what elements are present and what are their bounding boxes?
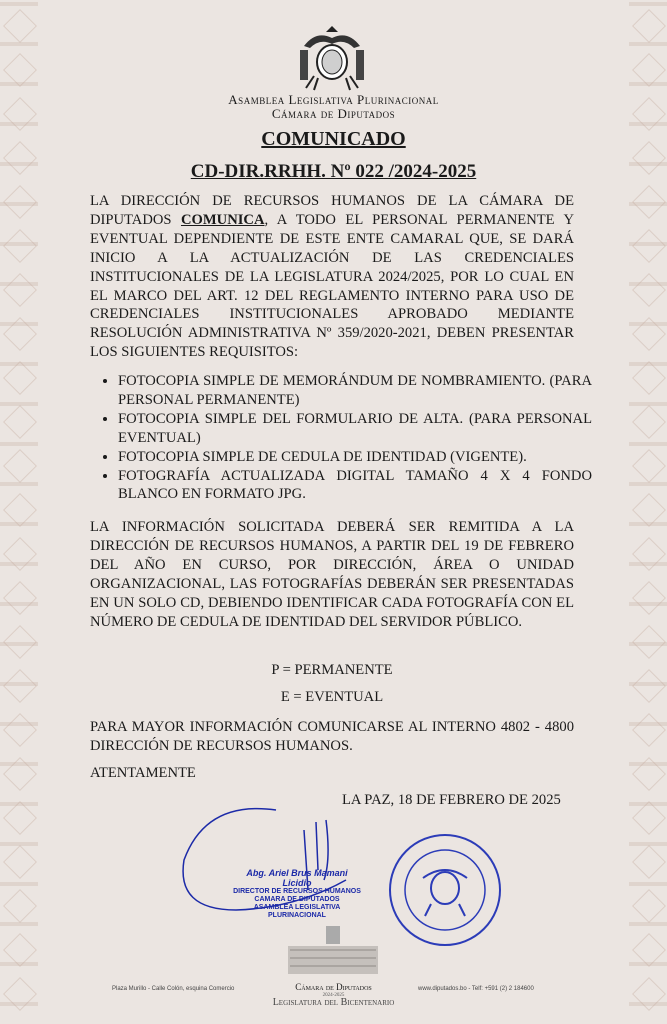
border-motif <box>632 493 666 527</box>
border-motif <box>632 801 666 835</box>
footer-legislature: Legislatura del Bicentenario <box>272 997 395 1008</box>
paragraph-intro-end: , A TODO EL PERSONAL PERMANENTE Y EVENTUAL DEPENDIENTE DE ESTE ENTE CAMARAL QUE, SE DARÁ INICIO A LA ACTUALIZACIÓN DE LAS CREDENCIALES INSTITUCIONALES DE LA LEGISLATURA 2024/2025, POR LO CUAL EN EL MARCO DEL ART. 12 DEL REGLAMENTO INTERNO PARA USO DE CREDENCIALES INSTITUCIONALES APROBADO MEDIANTE RESOLUCIÓN ADMINISTRATIVA Nº 359/2020-2021, DEBEN PRESENTAR LOS SIGUIENTES REQUISITOS: <box>90 211 574 361</box>
border-motif <box>3 405 37 439</box>
border-motif <box>632 669 666 703</box>
decorative-border-right <box>629 0 667 1024</box>
list-item: • FOTOGRAFÍA ACTUALIZADA DIGITAL TAMAÑO 4 X 4 FONDO BLANCO EN FORMATO JPG. <box>118 467 592 505</box>
signer-assembly: ASAMBLEA LEGISLATIVA PLURINACIONAL <box>253 904 341 919</box>
signer-role: DIRECTOR DE RECURSOS HUMANOS <box>233 888 361 895</box>
border-motif <box>3 537 37 571</box>
border-motif <box>632 757 666 791</box>
border-motif <box>3 493 37 527</box>
footer-chamber: Cámara de Diputados <box>295 982 372 992</box>
border-motif <box>3 581 37 615</box>
border-motif <box>632 405 666 439</box>
paragraph-intro <box>90 192 574 362</box>
paragraph-contact: PARA MAYOR INFORMACIÓN COMUNICARSE AL INTERNO 4802 - 4800 DIRECCIÓN DE RECURSOS HUMANOS. <box>90 719 574 754</box>
legend-eventual: E = EVENTUAL <box>280 689 384 705</box>
list-item: • FOTOCOPIA SIMPLE DE MEMORÁNDUM DE NOMBRAMIENTO. (PARA PERSONAL PERMANENTE) <box>118 372 592 410</box>
border-motif <box>632 229 666 263</box>
border-motif <box>632 273 666 307</box>
border-motif <box>632 933 666 967</box>
border-motif <box>632 9 666 43</box>
building-logo <box>278 920 388 978</box>
footer-years: 2024-2025 <box>322 993 345 998</box>
border-motif <box>3 933 37 967</box>
document-title: COMUNICADO <box>261 128 406 150</box>
border-motif <box>632 581 666 615</box>
footer-contact: www.diputados.bo - Telf: +591 (2) 2 184600 <box>418 986 534 992</box>
border-motif <box>3 9 37 43</box>
border-motif <box>3 801 37 835</box>
border-motif <box>632 625 666 659</box>
coat-of-arms-icon <box>296 26 368 92</box>
header-chamber: Cámara de Diputados <box>271 106 396 121</box>
border-motif <box>632 185 666 219</box>
signature-block <box>232 868 362 920</box>
decorative-border-left <box>0 0 38 1024</box>
border-motif <box>632 53 666 87</box>
list-item: • FOTOCOPIA SIMPLE DEL FORMULARIO DE ALTA. (PARA PERSONAL EVENTUAL) <box>118 410 592 448</box>
paragraph-submission: LA INFORMACIÓN SOLICITADA DEBERÁ SER REMITIDA A LA DIRECCIÓN DE RECURSOS HUMANOS, A PARTIR DEL 19 DE FEBRERO DEL AÑO EN CURSO, POR DIRECCIÓN, ÁREA O UNIDAD ORGANIZACIONAL, LAS FOTOGRAFÍAS DEBERÁN SER PRESENTADAS EN UN SOLO CD, DEBIENDO IDENTIFICAR CADA FOTOGRAFÍA CON EL NÚMERO DE CEDULA DE IDENTIDAD DEL SERVIDOR PÚBLICO. <box>90 519 574 630</box>
border-motif <box>3 713 37 747</box>
signer-name: Abg. Ariel Brus Mamani Licidio <box>246 868 348 888</box>
border-motif <box>3 229 37 263</box>
list-item: • FOTOCOPIA SIMPLE DE CEDULA DE IDENTIDAD (VIGENTE). <box>118 448 592 467</box>
border-motif <box>3 185 37 219</box>
border-motif <box>3 449 37 483</box>
border-motif <box>3 669 37 703</box>
border-motif <box>3 757 37 791</box>
document-code: CD-DIR.RRHH. Nº 022 /2024-2025 <box>190 161 477 182</box>
border-motif <box>632 449 666 483</box>
border-motif <box>3 889 37 923</box>
border-motif <box>632 317 666 351</box>
header-institution: Asamblea Legislativa Plurinacional <box>228 92 439 107</box>
place-date: LA PAZ, 18 DE FEBRERO DE 2025 <box>342 792 561 808</box>
border-motif <box>632 889 666 923</box>
border-motif <box>3 625 37 659</box>
border-motif <box>3 845 37 879</box>
border-motif <box>632 713 666 747</box>
border-motif <box>632 537 666 571</box>
footer-address: Plaza Murillo - Calle Colón, esquina Comercio <box>112 986 235 992</box>
border-motif <box>632 845 666 879</box>
requirements-list <box>100 372 592 504</box>
border-motif <box>632 361 666 395</box>
closing: ATENTAMENTE <box>90 765 196 781</box>
border-motif <box>3 273 37 307</box>
border-motif <box>3 317 37 351</box>
border-motif <box>3 53 37 87</box>
signer-org: CAMARA DE DIPUTADOS <box>254 896 340 903</box>
border-motif <box>3 361 37 395</box>
paragraph-intro-bold: COMUNICA <box>180 211 265 228</box>
paragraph-intro-start: LA DIRECCIÓN DE RECURSOS HUMANOS DE LA CÁMARA DE DIPUTADOS <box>90 193 574 228</box>
official-seal-stamp <box>387 832 503 948</box>
legend-permanent: P = PERMANENTE <box>271 662 393 678</box>
